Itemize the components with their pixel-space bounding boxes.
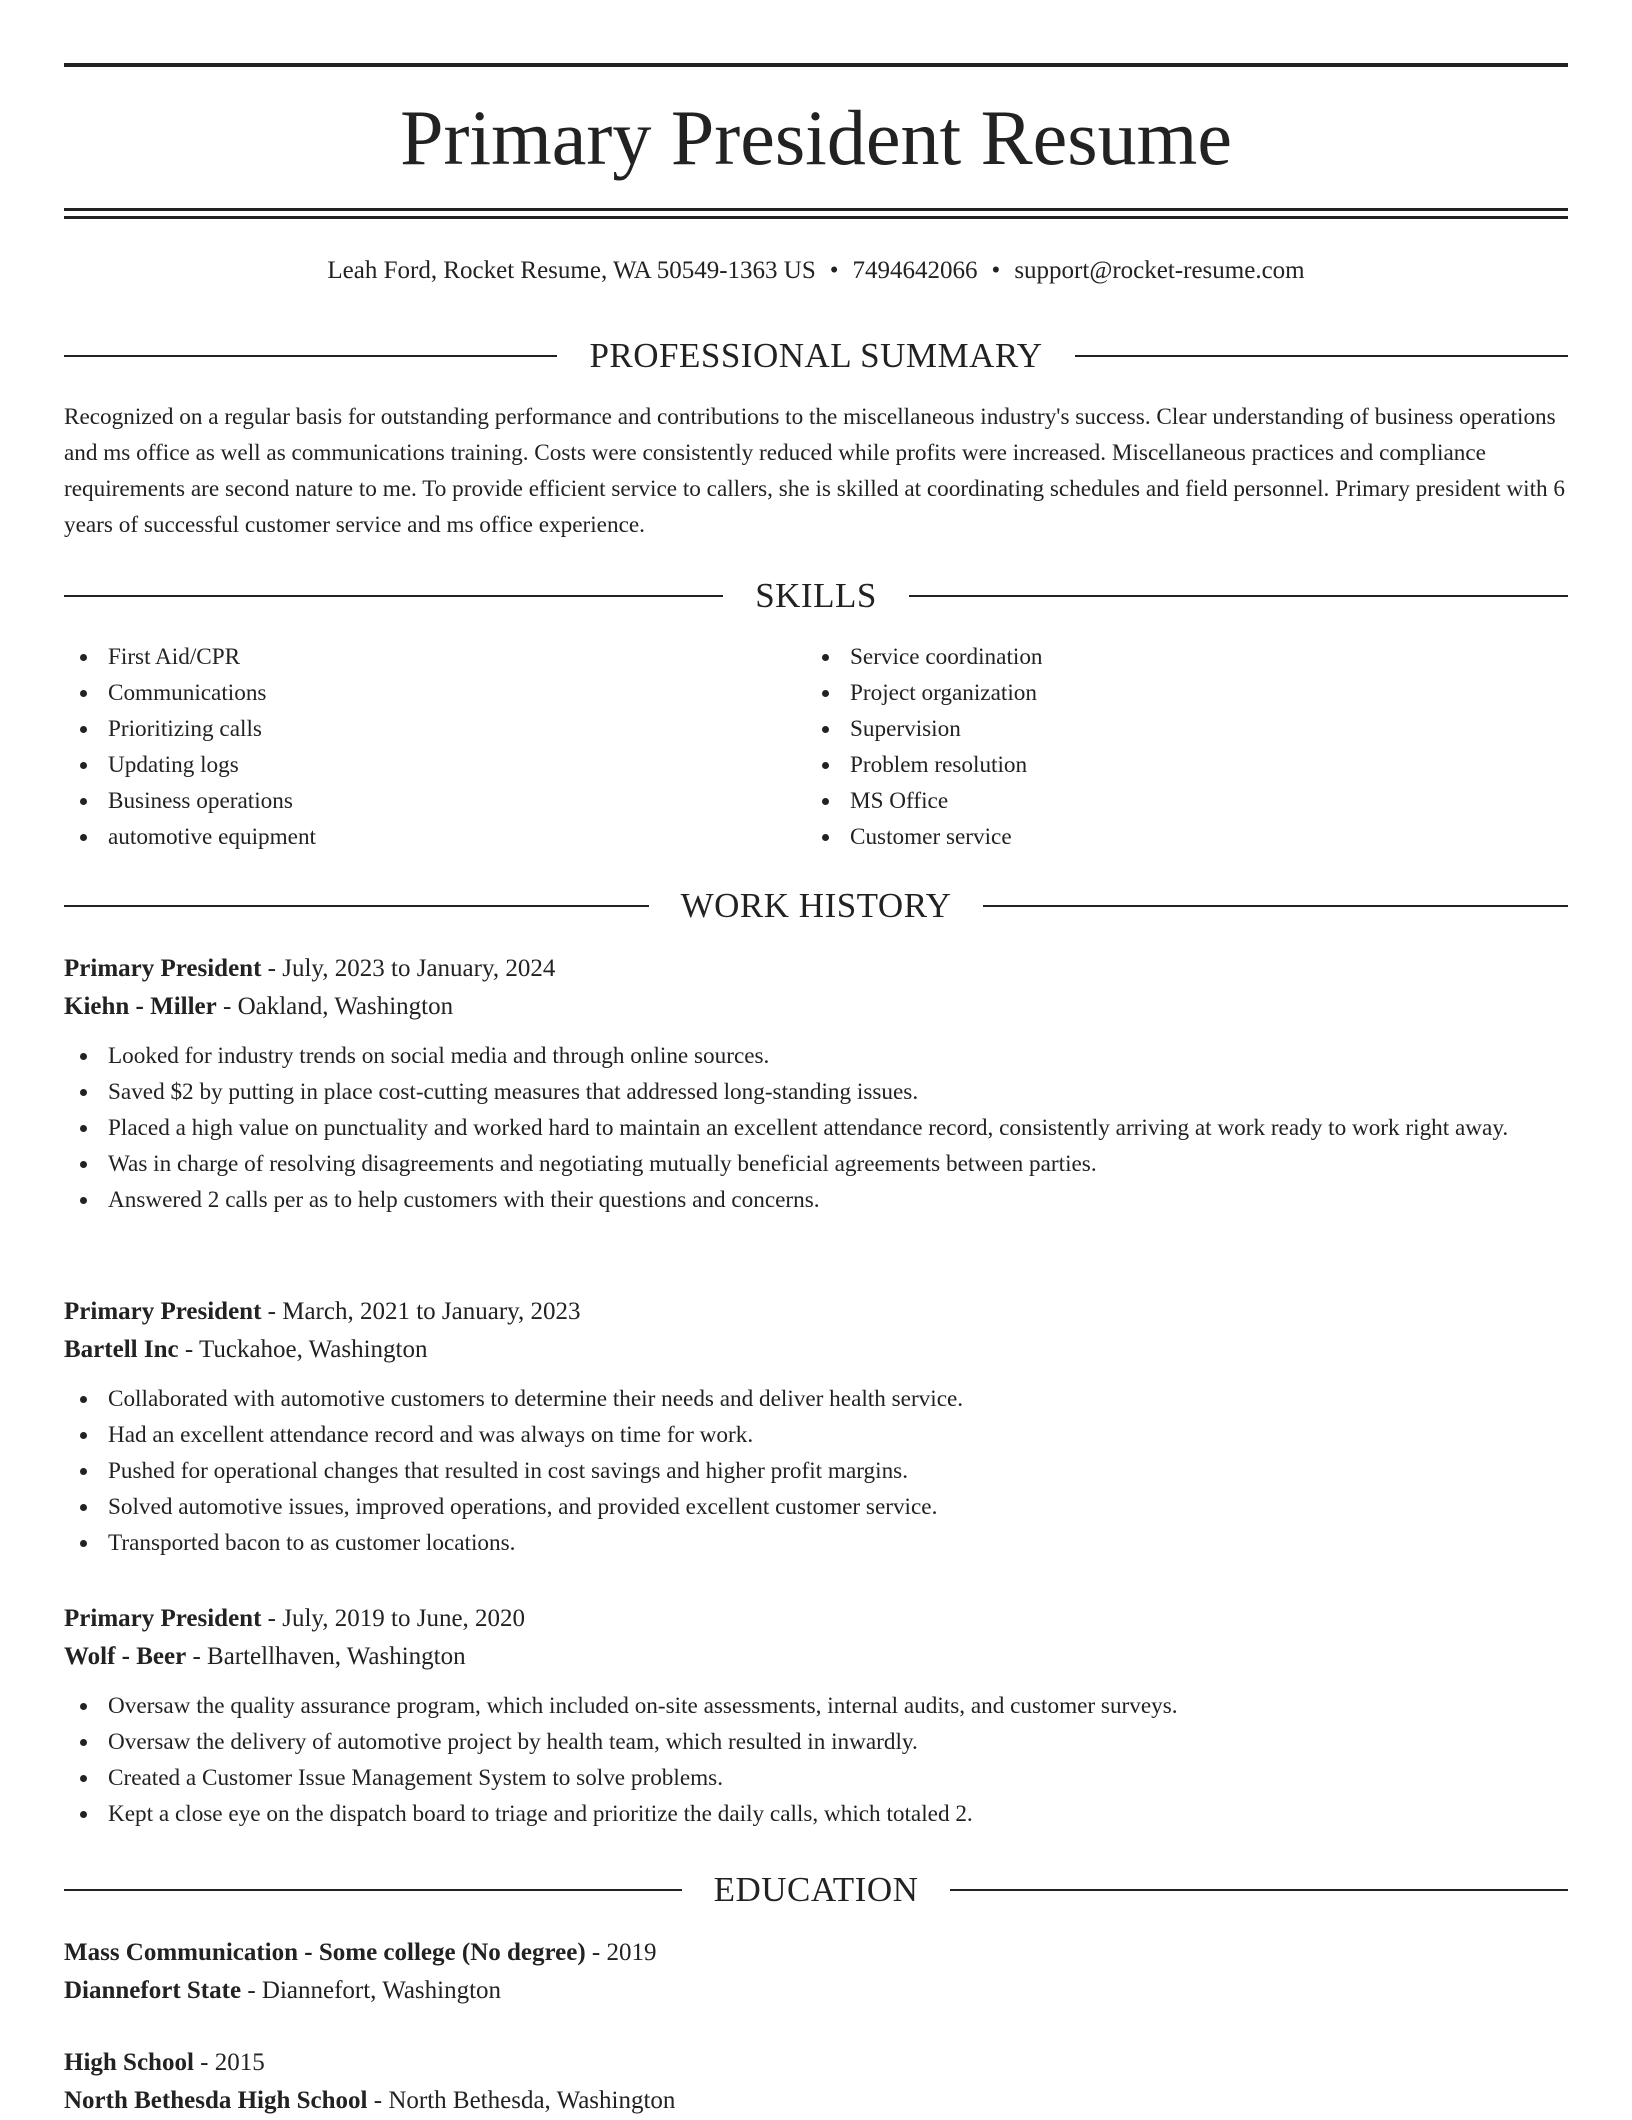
resume-title: Primary President Resume xyxy=(400,94,1232,181)
contact-phone: 7494642066 xyxy=(852,257,978,284)
heading-rule xyxy=(950,1889,1568,1891)
section-heading-summary xyxy=(64,334,1568,378)
title-rule-upper xyxy=(64,208,1568,211)
section-title: SKILLS xyxy=(755,576,877,615)
job-dates: - July, 2023 to January, 2024 xyxy=(261,955,556,982)
skill-item: Supervision xyxy=(806,711,1546,747)
job-company-line xyxy=(64,1638,1568,1676)
title-rule-lower xyxy=(64,216,1568,219)
job-bullet: Created a Customer Issue Management System to solve problems. xyxy=(64,1760,1568,1796)
education-year: - 2019 xyxy=(585,1939,657,1966)
skills-list-left xyxy=(64,639,804,855)
job-bullets xyxy=(64,1688,1568,1832)
job-entry xyxy=(64,950,1568,1218)
job-bullet: Pushed for operational changes that resulted in cost savings and higher profit margins. xyxy=(64,1453,1568,1489)
contact-email: support@rocket-resume.com xyxy=(1014,257,1305,284)
job-bullet: Oversaw the delivery of automotive project by health team, which resulted in inwardly. xyxy=(64,1724,1568,1760)
heading-rule xyxy=(1075,355,1568,357)
heading-rule xyxy=(64,905,649,907)
job-title-line xyxy=(64,1600,1568,1638)
skills-list-right xyxy=(806,639,1546,855)
job-entry xyxy=(64,1600,1568,1832)
heading-rule xyxy=(64,355,557,357)
section-title: WORK HISTORY xyxy=(680,886,952,925)
skill-item: MS Office xyxy=(806,783,1546,819)
job-bullet: Solved automotive issues, improved operations, and provided excellent customer service. xyxy=(64,1489,1568,1525)
job-title: Primary President xyxy=(64,1605,262,1632)
job-dates: - March, 2021 to January, 2023 xyxy=(261,1298,581,1325)
section-heading-skills xyxy=(64,574,1568,618)
education-school: Diannefort State xyxy=(64,1977,242,2004)
job-title: Primary President xyxy=(64,1298,262,1325)
job-bullet: Answered 2 calls per as to help customers with their questions and concerns. xyxy=(64,1182,1568,1218)
job-bullet: Had an excellent attendance record and was always on time for work. xyxy=(64,1417,1568,1453)
contact-line xyxy=(64,254,1568,288)
skill-item: First Aid/CPR xyxy=(64,639,804,675)
education-degree: Mass Communication - Some college (No degree) xyxy=(64,1939,586,1966)
skill-item: Business operations xyxy=(64,783,804,819)
job-entry xyxy=(64,1293,1568,1561)
job-bullets xyxy=(64,1381,1568,1561)
section-title: EDUCATION xyxy=(713,1870,919,1909)
heading-rule xyxy=(983,905,1568,907)
skill-item: Prioritizing calls xyxy=(64,711,804,747)
job-bullet: Collaborated with automotive customers to determine their needs and deliver health service. xyxy=(64,1381,1568,1417)
skill-item: Service coordination xyxy=(806,639,1546,675)
heading-rule xyxy=(64,1889,682,1891)
summary-text: Recognized on a regular basis for outstanding performance and contributions to the miscellaneous industry's success. Clear understanding of business operations and ms office as well as communications training. Costs were consistently reduced while profits were increased. Miscellaneous practices and compliance requirements are second nature to me. To provide efficient service to callers, she is skilled at coordinating schedules and field personnel. Primary president with 6 years of successful customer service and ms office experience. xyxy=(64,404,1566,538)
contact-separator: • xyxy=(829,257,839,284)
education-entry xyxy=(64,2044,1568,2120)
education-location: - North Bethesda, Washington xyxy=(367,2087,676,2114)
job-title: Primary President xyxy=(64,955,262,982)
job-title-line xyxy=(64,950,1568,988)
job-bullet: Kept a close eye on the dispatch board to triage and prioritize the daily calls, which totaled 2. xyxy=(64,1796,1568,1832)
job-location: - Oakland, Washington xyxy=(216,993,454,1020)
skill-item: Customer service xyxy=(806,819,1546,855)
job-company: Kiehn - Miller xyxy=(64,993,217,1020)
job-bullet: Looked for industry trends on social media and through online sources. xyxy=(64,1038,1568,1074)
section-heading-education xyxy=(64,1868,1568,1912)
job-bullet: Was in charge of resolving disagreements and negotiating mutually beneficial agreements between parties. xyxy=(64,1146,1568,1182)
contact-separator: • xyxy=(991,257,1001,284)
job-dates: - July, 2019 to June, 2020 xyxy=(261,1605,526,1632)
education-year: - 2015 xyxy=(193,2049,265,2076)
skill-item: Project organization xyxy=(806,675,1546,711)
contact-address: Leah Ford, Rocket Resume, WA 50549-1363 US xyxy=(327,257,816,284)
education-degree-line xyxy=(64,1934,1568,1972)
job-company-line xyxy=(64,988,1568,1026)
top-rule xyxy=(64,63,1568,67)
skill-item: Problem resolution xyxy=(806,747,1546,783)
job-bullets xyxy=(64,1038,1568,1218)
section-heading-work xyxy=(64,884,1568,928)
education-location: - Diannefort, Washington xyxy=(241,1977,502,2004)
education-degree-line xyxy=(64,2044,1568,2082)
job-company: Bartell Inc xyxy=(64,1336,179,1363)
job-title-line xyxy=(64,1293,1568,1331)
education-entry xyxy=(64,1934,1568,2010)
job-company-line xyxy=(64,1331,1568,1369)
job-location: - Tuckahoe, Washington xyxy=(178,1336,428,1363)
skill-item: Updating logs xyxy=(64,747,804,783)
job-bullet: Placed a high value on punctuality and worked hard to maintain an excellent attendance record, consistently arriving at work ready to work right away. xyxy=(64,1110,1568,1146)
job-bullet: Oversaw the quality assurance program, which included on-site assessments, internal audits, and customer surveys. xyxy=(64,1688,1568,1724)
job-company: Wolf - Beer xyxy=(64,1643,187,1670)
job-location: - Bartellhaven, Washington xyxy=(186,1643,466,1670)
section-title: PROFESSIONAL SUMMARY xyxy=(589,336,1043,375)
education-school: North Bethesda High School xyxy=(64,2087,368,2114)
education-school-line xyxy=(64,2082,1568,2120)
skill-item: Communications xyxy=(64,675,804,711)
heading-rule xyxy=(909,595,1568,597)
skill-item: automotive equipment xyxy=(64,819,804,855)
job-bullet: Saved $2 by putting in place cost-cutting measures that addressed long-standing issues. xyxy=(64,1074,1568,1110)
heading-rule xyxy=(64,595,723,597)
education-school-line xyxy=(64,1972,1568,2010)
job-bullet: Transported bacon to as customer locations. xyxy=(64,1525,1568,1561)
education-degree: High School xyxy=(64,2049,194,2076)
